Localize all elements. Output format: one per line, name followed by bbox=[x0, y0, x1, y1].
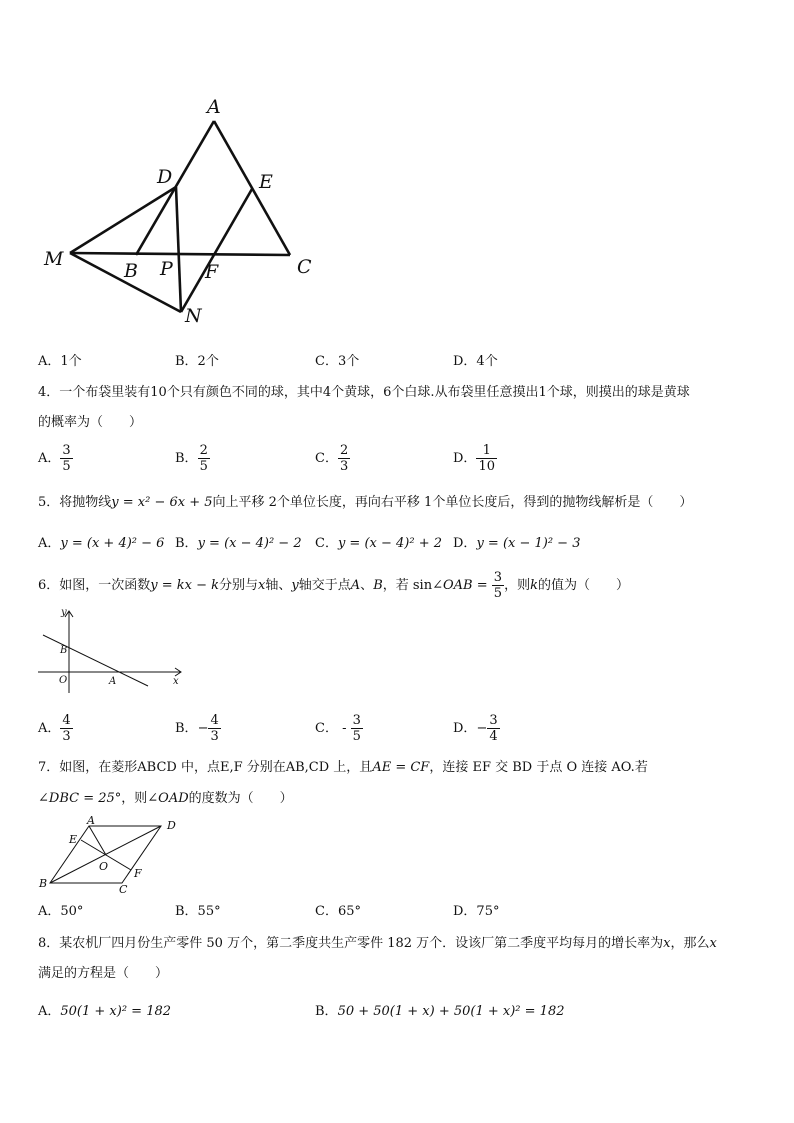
label-E: E bbox=[259, 171, 273, 193]
q4-option-d: D． $\frac{1}{10}$ bbox=[453, 443, 495, 474]
q7-text-line2: ∠DBC = 25°，则∠OAD的度数为（ ） bbox=[38, 791, 293, 806]
q7-option-a: A．50° bbox=[38, 904, 84, 919]
q6-graph bbox=[36, 605, 196, 695]
q5-option-d: D．y = (x − 1)² − 3 bbox=[453, 536, 581, 551]
q7-label-F: F bbox=[134, 867, 142, 880]
q8-option-b: B．50 + 50(1 + x) + 50(1 + x)² = 182 bbox=[315, 1004, 565, 1019]
q8-text-line1: 8．某农机厂四月份生产零件 50 万个，第二季度共生产零件 182 万个．设该厂第二季度平均每月的增长率为x，那么x bbox=[38, 936, 717, 951]
q8-text-line2: 满足的方程是（ ） bbox=[38, 966, 169, 981]
q7-option-d: D．75° bbox=[453, 904, 500, 919]
triangle-figure bbox=[40, 90, 330, 330]
q4-option-b: B． $\frac{2}{5}$ bbox=[175, 443, 208, 474]
q5-option-c: C．y = (x − 4)² + 2 bbox=[315, 536, 442, 551]
label-F: F bbox=[205, 261, 219, 283]
q7-text-line1: 7．如图，在菱形ABCD 中，点E,F 分别在AB,CD 上，且AE = CF，连接 EF 交 BD 于点 O 连接 AO.若 bbox=[38, 760, 648, 775]
q5-text: 5．将抛物线y = x² − 6x + 5向上平移 2个单位长度，再向右平移 1个单位长度后，得到的抛物线解析是（ ） bbox=[38, 495, 693, 510]
q3-option-c: C．3个 bbox=[315, 354, 360, 369]
q7-label-E: E bbox=[69, 833, 78, 846]
q7-label-O: O bbox=[99, 860, 109, 873]
q6-option-d: D．− $\frac{3}{4}$ bbox=[453, 713, 498, 744]
q4-text-line2: 的概率为（ ） bbox=[38, 415, 143, 430]
q6-label-y: y bbox=[61, 607, 67, 618]
q3-option-b: B．2个 bbox=[175, 354, 219, 369]
q7-label-B: B bbox=[39, 877, 48, 890]
q7-rhombus bbox=[36, 815, 186, 895]
label-C: C bbox=[297, 256, 312, 278]
q7-label-A: A bbox=[87, 815, 95, 827]
q5-option-a: A．y = (x + 4)² − 6 bbox=[38, 536, 165, 551]
q6-option-b: B．− $\frac{4}{3}$ bbox=[175, 713, 219, 744]
label-D: D bbox=[157, 166, 173, 188]
q6-text: 6．如图，一次函数y = kx − k分别与x轴、y轴交于点A、B，若 sin∠OAB = $\frac{3}{5}$ ，则k的值为（ ） bbox=[38, 570, 629, 601]
q6-label-A: A bbox=[109, 676, 117, 687]
label-M: M bbox=[44, 248, 64, 270]
q6-label-x: x bbox=[173, 676, 179, 687]
q6-option-c: C． - $\frac{3}{5}$ bbox=[315, 713, 361, 744]
q3-option-a: A．1个 bbox=[38, 354, 82, 369]
q7-label-D: D bbox=[167, 819, 176, 832]
q6-option-a: A． $\frac{4}{3}$ bbox=[38, 713, 71, 744]
q6-label-O: O bbox=[59, 675, 68, 686]
label-P: P bbox=[160, 258, 173, 280]
q6-label-B: B bbox=[60, 645, 68, 656]
q4-option-c: C． $\frac{2}{3}$ bbox=[315, 443, 349, 474]
q8-option-a: A．50(1 + x)² = 182 bbox=[38, 1004, 172, 1019]
q3-option-d: D．4个 bbox=[453, 354, 498, 369]
q7-option-c: C．65° bbox=[315, 904, 361, 919]
q4-option-a: A． $\frac{3}{5}$ bbox=[38, 443, 71, 474]
q7-label-C: C bbox=[119, 883, 128, 895]
label-B: B bbox=[124, 260, 138, 282]
label-A: A bbox=[207, 96, 221, 118]
q7-option-b: B．55° bbox=[175, 904, 221, 919]
q4-text-line1: 4．一个布袋里装有10个只有颜色不同的球，其中4个黄球，6个白球.从布袋里任意摸出1个球，则摸出的球是黄球 bbox=[38, 385, 690, 400]
q5-option-b: B．y = (x − 4)² − 2 bbox=[175, 536, 302, 551]
label-N: N bbox=[185, 305, 202, 327]
